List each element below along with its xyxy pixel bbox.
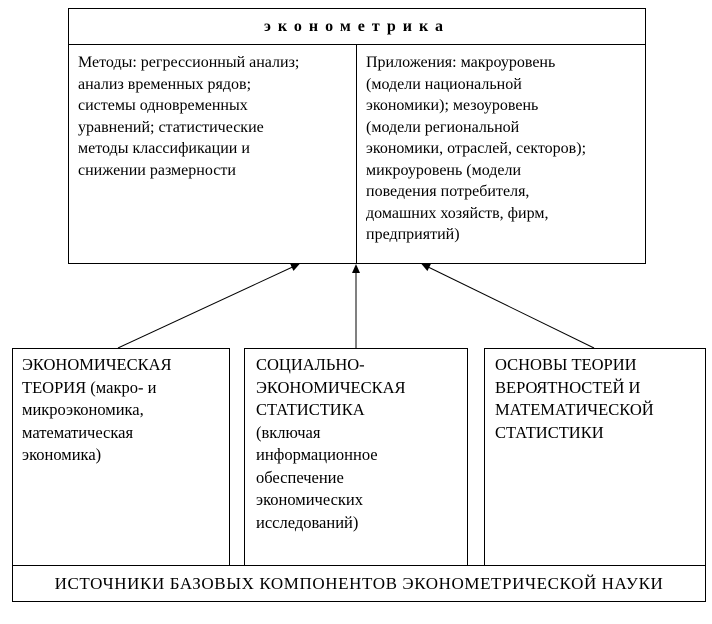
sources-caption: ИСТОЧНИКИ БАЗОВЫХ КОМПОНЕНТОВ ЭКОНОМЕТРИЧЕСКОЙ НАУКИ	[54, 573, 664, 593]
arrow-economic-theory	[118, 264, 299, 348]
source-probability-text: ОСНОВЫ ТЕОРИИ ВЕРОЯТНОСТЕЙ И МАТЕМАТИЧЕСКОЙ СТАТИСТИКИ	[495, 355, 654, 442]
source-economic-theory-text: ЭКОНОМИЧЕСКАЯ ТЕОРИЯ (макро- и микроэкономика, математическая экономика)	[22, 355, 172, 464]
applications-text: Приложения: макроуровень (модели национальной экономики); мезоуровень (модели региональной экономики, отраслей, секторов); микроуровень (модели поведения потребителя, домашних хозяйств, фирм, предприятий)	[366, 54, 587, 243]
methods-text: Методы: регрессионный анализ; анализ временных рядов; системы одновременных уравнений; статистические методы классификации и снижении размерности	[78, 54, 300, 179]
source-statistics-text: СОЦИАЛЬНО- ЭКОНОМИЧЕСКАЯ СТАТИСТИКА (включая информационное обеспечение экономических исследований)	[256, 355, 406, 532]
econometrics-title: эконометрика	[264, 17, 450, 35]
arrow-probability-theory	[422, 264, 594, 348]
